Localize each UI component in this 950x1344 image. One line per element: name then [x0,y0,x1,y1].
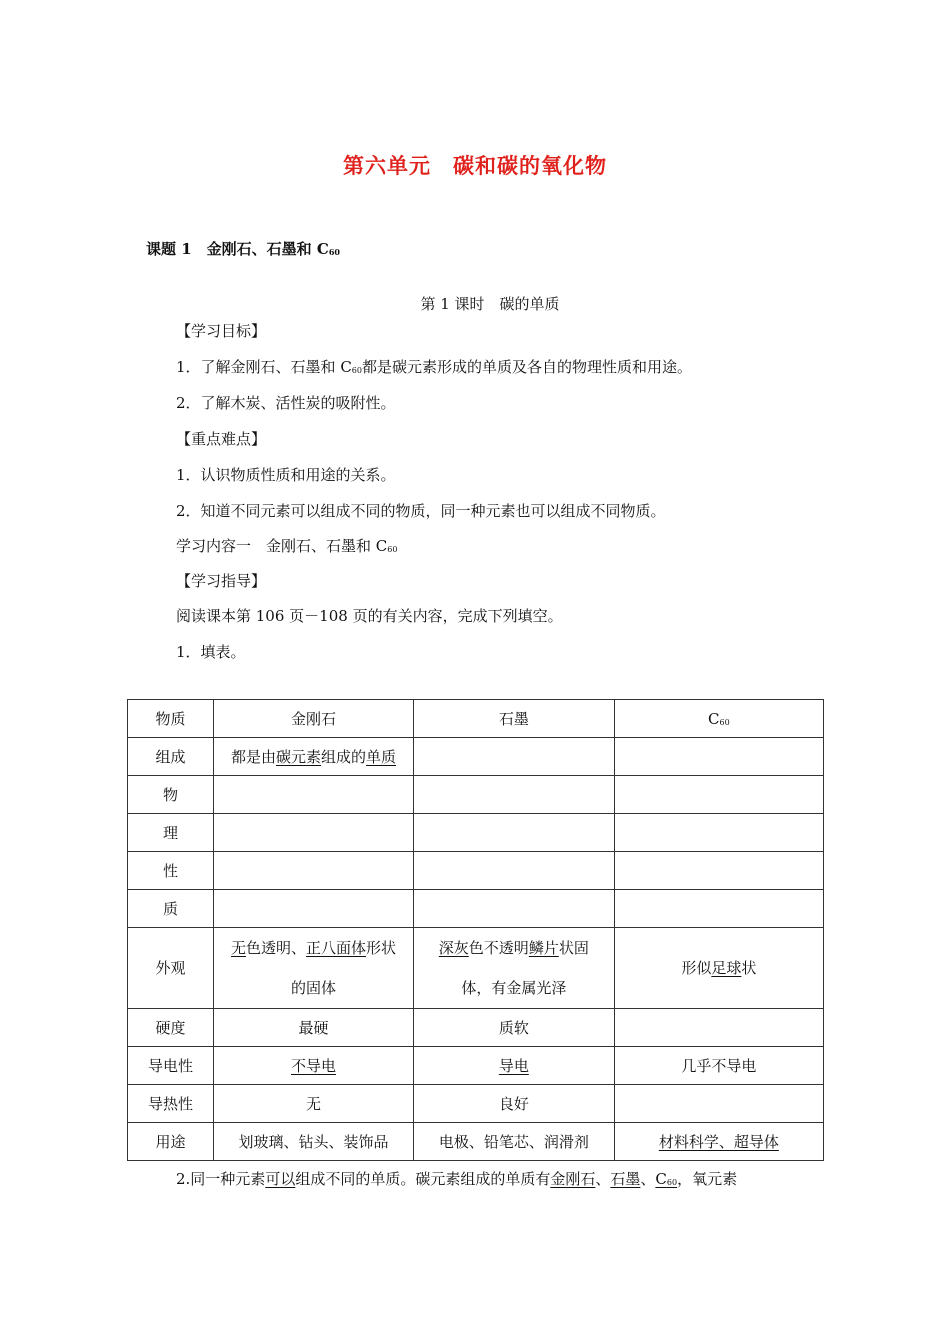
appearance-label: 外观 [128,928,214,1009]
q2-c60-main: C [655,1170,667,1188]
table-row-physical-1 [128,776,824,814]
carbon-properties-table [127,699,824,1161]
header-c60-main: C [708,709,720,728]
q2-separator-2: 、 [640,1170,656,1188]
q2-text-3: ，氧元素 [677,1170,738,1188]
thermal-diamond: 无 [214,1085,414,1123]
objective-2: 2．了解木炭、活性炭的吸附性。 [176,394,396,412]
empty-cell [214,776,414,814]
appearance-diamond-answer-2: 正八面体 [306,939,367,957]
appearance-graphite-text-2: 状固 [558,939,589,957]
composition-answer-2: 单质 [366,748,397,766]
appearance-diamond-line-2: 的固体 [290,979,336,997]
empty-cell [614,890,823,928]
empty-cell [413,852,614,890]
appearance-diamond-text-2: 形状 [366,939,397,957]
header-c60-sub: 60 [719,717,730,727]
unit-title: 第六单元 碳和碳的氧化物 [343,153,607,178]
table-row-physical-4 [128,890,824,928]
appearance-c60-answer: 足球 [711,959,742,977]
conductivity-diamond-answer: 不导电 [290,1057,336,1075]
guide-text: 阅读课本第 106 页－108 页的有关内容，完成下列填空。 [176,607,563,625]
appearance-c60-post: 状 [741,959,757,977]
q2-answer-diamond: 金刚石 [550,1170,596,1188]
conductivity-graphite [413,1047,614,1085]
empty-cell [413,890,614,928]
q2-answer-graphite: 石墨 [610,1170,641,1188]
key-point-1: 1．认识物质性质和用途的关系。 [176,466,396,484]
thermal-c60 [614,1085,823,1123]
table-row-thermal [128,1085,824,1123]
objective-1-sub: 60 [351,366,362,375]
appearance-diamond-answer-1: 无 [230,939,246,957]
thermal-label: 导热性 [128,1085,214,1123]
hardness-label: 硬度 [128,1009,214,1047]
conductivity-graphite-answer: 导电 [498,1057,529,1075]
table-row-physical-3 [128,852,824,890]
table-row-conductivity [128,1047,824,1085]
empty-cell [614,814,823,852]
appearance-graphite-line-2: 体，有金属光泽 [461,979,567,997]
appearance-graphite-answer-1: 深灰 [438,939,469,957]
content-1-sub: 60 [387,545,398,554]
q2-separator-1: 、 [595,1170,611,1188]
composition-diamond [214,738,414,776]
table-row-hardness [128,1009,824,1047]
table-row-uses [128,1123,824,1161]
question-2 [176,1168,737,1189]
conductivity-diamond [214,1047,414,1085]
physical-label-3: 性 [128,852,214,890]
header-diamond: 金刚石 [214,700,414,738]
content-1-text: 学习内容一 金刚石、石墨和 C [176,537,388,555]
conductivity-label: 导电性 [128,1047,214,1085]
q2-c60-sub: 60 [666,1178,678,1187]
task-1: 1．填表。 [176,643,246,661]
composition-graphite [413,738,614,776]
empty-cell [214,814,414,852]
composition-mid: 组成的 [321,748,367,766]
empty-cell [413,776,614,814]
appearance-c60-pre: 形似 [681,959,712,977]
physical-label-4: 质 [128,890,214,928]
key-points-heading: 【重点难点】 [176,430,267,448]
header-substance: 物质 [128,700,214,738]
objective-1-post: 都是碳元素形成的单质及各自的物理性质和用途。 [361,358,692,376]
empty-cell [214,852,414,890]
appearance-diamond-text-1: 色透明、 [245,939,306,957]
q2-text-1: 2.同一种元素 [176,1170,266,1188]
table-row-physical-2 [128,814,824,852]
empty-cell [614,776,823,814]
appearance-graphite-text-1: 色不透明 [468,939,529,957]
appearance-graphite-answer-2: 鳞片 [528,939,559,957]
empty-cell [413,814,614,852]
header-graphite: 石墨 [413,700,614,738]
objectives-heading: 【学习目标】 [176,322,267,340]
q2-answer-c60 [655,1170,677,1188]
objective-1 [176,356,692,377]
composition-answer-1: 碳元素 [275,748,321,766]
uses-c60-answer: 材料科学、超导体 [658,1133,779,1151]
q2-answer-1: 可以 [265,1170,296,1188]
lesson-subscript: 60 [328,247,340,257]
thermal-graphite: 良好 [413,1085,614,1123]
hardness-c60 [614,1009,823,1047]
table-row-header [128,700,824,738]
appearance-diamond [214,928,414,1009]
physical-label-2: 理 [128,814,214,852]
objective-1-pre: 1．了解金刚石、石墨和 C [176,358,352,376]
uses-graphite: 电极、铅笔芯、润滑剂 [413,1123,614,1161]
content-1-label [176,535,397,556]
uses-diamond: 划玻璃、钻头、装饰品 [214,1123,414,1161]
guide-heading: 【学习指导】 [176,572,267,590]
q2-text-2: 组成不同的单质。碳元素组成的单质有 [295,1170,551,1188]
empty-cell [214,890,414,928]
appearance-graphite [413,928,614,1009]
empty-cell [614,852,823,890]
conductivity-c60: 几乎不导电 [614,1047,823,1085]
hardness-diamond: 最硬 [214,1009,414,1047]
header-c60 [614,700,823,738]
key-point-2: 2．知道不同元素可以组成不同的物质，同一种元素也可以组成不同物质。 [176,502,666,520]
hardness-graphite: 质软 [413,1009,614,1047]
uses-label: 用途 [128,1123,214,1161]
appearance-c60 [614,928,823,1009]
table-row-appearance [128,928,824,1009]
composition-label: 组成 [128,738,214,776]
physical-label-1: 物 [128,776,214,814]
lesson-title [146,238,340,259]
uses-c60 [614,1123,823,1161]
period-title: 第 1 课时 碳的单质 [420,295,560,313]
lesson-label: 课题 1 金刚石、石墨和 C [146,240,329,258]
table-row-composition [128,738,824,776]
composition-pre: 都是由 [230,748,276,766]
composition-c60 [614,738,823,776]
